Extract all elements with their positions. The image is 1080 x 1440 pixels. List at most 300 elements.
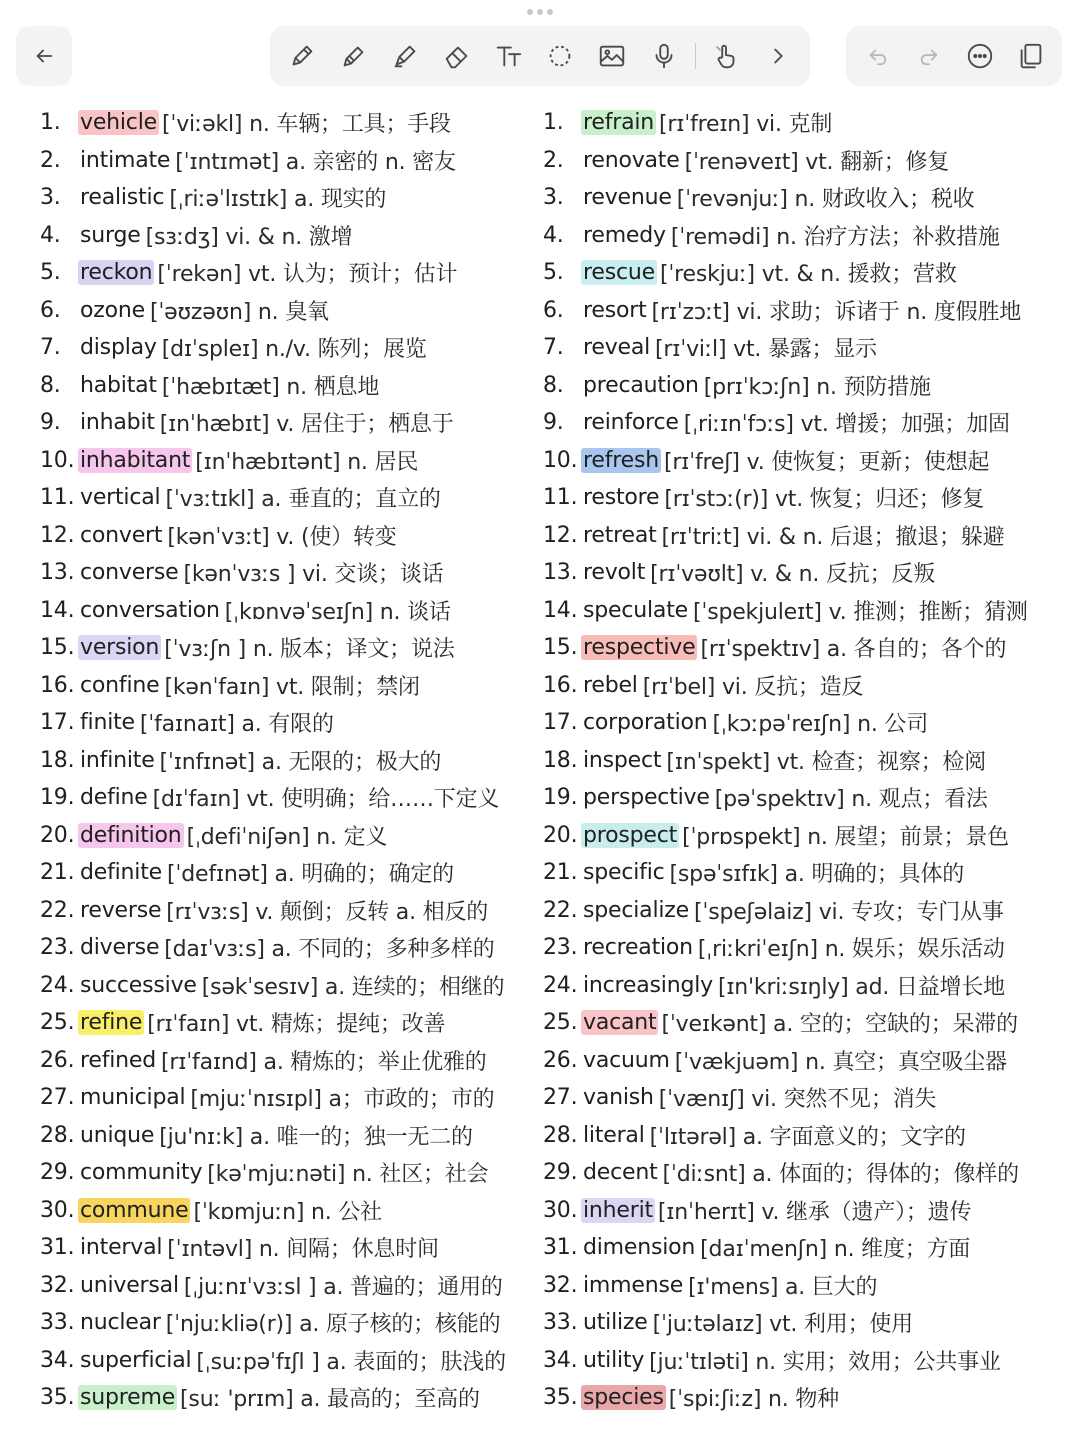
image-icon <box>597 41 627 71</box>
audio-record-button[interactable] <box>643 35 685 77</box>
vocab-entry <box>543 1229 1063 1267</box>
highlighter-tool-button[interactable] <box>384 35 426 77</box>
vocab-word: vanish <box>583 1085 654 1111</box>
vocab-entry <box>543 592 1063 630</box>
vocab-entry <box>40 442 530 480</box>
editor-toolbar <box>0 26 1080 90</box>
entry-number: 15. <box>543 635 578 661</box>
entry-definition: [kənˈvɜːt] v. (使）转变 <box>167 524 397 550</box>
vocab-entry <box>543 1342 1063 1380</box>
vocab-word: vehicle <box>80 110 157 136</box>
entry-definition: [rɪˈtriːt] vi. & n. 后退；撤退；躲避 <box>661 524 1005 550</box>
vocab-word: inhabitant <box>80 447 191 473</box>
vocab-word: version <box>80 635 160 661</box>
entry-definition: [ˈɪnfɪnət] a. 无限的；极大的 <box>159 749 442 775</box>
vocab-entry <box>40 854 530 892</box>
entry-number: 22. <box>543 897 578 923</box>
entry-number: 7. <box>40 335 61 361</box>
entry-number: 1. <box>40 110 61 136</box>
entry-number: 27. <box>543 1085 578 1111</box>
vocab-word: definition <box>80 822 182 848</box>
entry-definition: [ɪnˈherɪt] v. 继承（遗产）；遗传 <box>657 1199 972 1225</box>
drag-handle[interactable] <box>526 9 554 17</box>
entry-definition: [ˈprɒspekt] n. 展望；前景；景色 <box>682 824 1009 850</box>
entry-definition: [suː 'prɪm] a. 最高的；至高的 <box>180 1387 480 1413</box>
vocab-list-left <box>40 104 530 1417</box>
entry-definition: [rɪˈspektɪv] a. 各自的；各个的 <box>700 637 1007 663</box>
vocab-entry <box>40 779 530 817</box>
vocab-word: remedy <box>583 222 666 248</box>
redo-button[interactable] <box>908 35 950 77</box>
entry-number: 8. <box>543 372 564 398</box>
vocab-entry <box>40 1342 530 1380</box>
vocab-word: recreation <box>583 935 693 961</box>
vocab-entry <box>40 479 530 517</box>
vocab-entry <box>543 254 1063 292</box>
entry-definition: [prɪˈkɔːʃn] n. 预防措施 <box>703 374 931 400</box>
vocab-word: species <box>583 1385 664 1411</box>
vocab-entry <box>40 967 530 1005</box>
vocab-entry <box>40 554 530 592</box>
entry-definition: [ˈfaɪnaɪt] a. 有限的 <box>139 712 334 738</box>
vocab-entry <box>40 1154 530 1192</box>
entry-number: 19. <box>40 785 75 811</box>
entry-definition: [rɪˈvəʊlt] v. & n. 反抗；反叛 <box>650 562 936 588</box>
vocab-word: interval <box>80 1235 163 1261</box>
entry-number: 16. <box>543 672 578 698</box>
vocab-entry <box>40 892 530 930</box>
entry-definition: [ˈnjuːkliə(r)] a. 原子核的；核能的 <box>165 1312 501 1338</box>
vocab-word: successive <box>80 972 197 998</box>
toolbar-divider <box>695 43 696 69</box>
entry-number: 21. <box>543 860 578 886</box>
pen-icon <box>287 41 317 71</box>
entry-definition: [ˌsuːpəˈfɪʃl ] a. 表面的；肤浅的 <box>196 1349 506 1375</box>
image-tool-button[interactable] <box>591 35 633 77</box>
vocab-entry <box>40 254 530 292</box>
entry-definition: [kəˈmjuːnəti] n. 社区；社会 <box>207 1162 489 1188</box>
vocab-word: renovate <box>583 147 680 173</box>
entry-definition: [ˈɪntəvl] n. 间隔；休息时间 <box>167 1237 439 1263</box>
entry-definition: [ɪn'kriːsɪŋly] ad. 日益增长地 <box>717 974 1005 1000</box>
vocab-entry <box>543 554 1063 592</box>
entry-number: 26. <box>543 1047 578 1073</box>
entry-number: 32. <box>543 1272 578 1298</box>
entry-definition: [daɪˈvɜːs] a. 不同的；多种多样的 <box>164 937 495 963</box>
entry-number: 31. <box>40 1235 75 1261</box>
vocab-entry <box>40 1004 530 1042</box>
vocab-entry <box>40 404 530 442</box>
vocab-word: municipal <box>80 1085 186 1111</box>
vocab-list-right <box>543 104 1063 1417</box>
vocab-entry <box>543 929 1063 967</box>
vocab-word: refresh <box>583 447 659 473</box>
entry-definition: [ˈəʊzəʊn] n. 臭氧 <box>149 299 329 325</box>
vocab-word: respective <box>583 635 696 661</box>
tools-pill <box>270 26 810 86</box>
entry-definition: [rɪˈstɔː(r)] vt. 恢复；归还；修复 <box>664 487 985 513</box>
entry-number: 35. <box>40 1385 75 1411</box>
microphone-icon <box>649 41 679 71</box>
entry-definition: [ˈrekən] vt. 认为；预计；估计 <box>157 262 458 288</box>
entry-definition: [rɪˈfreɪn] vi. 克制 <box>659 112 833 138</box>
vocab-word: dimension <box>583 1235 696 1261</box>
handle-dot <box>527 9 533 15</box>
vocab-word: refined <box>80 1047 156 1073</box>
entry-definition: [rɪˈfaɪnd] a. 精炼的；举止优雅的 <box>161 1049 487 1075</box>
handle-dot <box>537 9 543 15</box>
entry-number: 34. <box>40 1347 75 1373</box>
vocab-entry <box>543 1304 1063 1342</box>
entry-number: 3. <box>40 185 61 211</box>
vocab-entry <box>543 892 1063 930</box>
vocab-word: rescue <box>583 260 655 286</box>
vocab-word: confine <box>80 672 160 698</box>
entry-number: 18. <box>40 747 75 773</box>
text-icon <box>494 41 524 71</box>
vocab-entry <box>543 479 1063 517</box>
vocab-word: vertical <box>80 485 161 511</box>
vocab-entry <box>543 704 1063 742</box>
vocab-entry <box>543 292 1063 330</box>
entry-number: 14. <box>543 597 578 623</box>
vocab-entry <box>543 329 1063 367</box>
entry-number: 33. <box>40 1310 75 1336</box>
entry-definition: [ˌriːkriˈeɪʃn] n. 娱乐；娱乐活动 <box>697 937 1005 963</box>
entry-number: 11. <box>543 485 578 511</box>
entry-definition: [rɪˈviːl] vt. 暴露；显示 <box>655 337 877 363</box>
entry-definition: [juːˈtɪləti] n. 实用；效用；公共事业 <box>649 1349 1001 1375</box>
vocab-entry <box>40 104 530 142</box>
more-options-button[interactable] <box>959 35 1001 77</box>
entry-definition: [ˈspiːʃiːz] n. 物种 <box>668 1387 839 1413</box>
vocab-word: infinite <box>80 747 155 773</box>
vocab-entry <box>40 592 530 630</box>
vocab-entry <box>40 1117 530 1155</box>
entry-number: 8. <box>40 372 61 398</box>
touch-hand-icon <box>711 41 741 71</box>
vocab-entry <box>40 179 530 217</box>
vocab-entry <box>40 1304 530 1342</box>
entry-number: 32. <box>40 1272 75 1298</box>
entry-definition: [ˈkɒmjuːn] n. 公社 <box>193 1199 382 1225</box>
vocab-entry <box>543 1379 1063 1417</box>
vocab-entry <box>543 1192 1063 1230</box>
entry-definition: [ˌkɒnvəˈseɪʃn] n. 谈话 <box>224 599 451 625</box>
entry-number: 13. <box>543 560 578 586</box>
vocab-entry <box>40 704 530 742</box>
entry-number: 35. <box>543 1385 578 1411</box>
entry-number: 17. <box>40 710 75 736</box>
entry-number: 29. <box>40 1160 75 1186</box>
entry-definition: [ˈreskjuː] vt. & n. 援救；营救 <box>659 262 957 288</box>
vocab-word: revolt <box>583 560 646 586</box>
vocab-entry <box>543 854 1063 892</box>
vocab-entry <box>40 742 530 780</box>
vocab-word: habitat <box>80 372 157 398</box>
entry-definition: [spəˈsɪfɪk] a. 明确的；具体的 <box>669 862 965 888</box>
actions-pill <box>846 26 1062 86</box>
entry-definition: [ˈviːəkl] n. 车辆；工具；手段 <box>161 112 451 138</box>
vocab-word: commune <box>80 1197 189 1223</box>
entry-number: 14. <box>40 597 75 623</box>
vocab-entry <box>543 967 1063 1005</box>
entry-definition: [ju'nɪ:k] a. 唯一的；独一无二的 <box>159 1124 473 1150</box>
entry-definition: [rɪˈbel] vi. 反抗；造反 <box>642 674 864 700</box>
entry-number: 12. <box>543 522 578 548</box>
entry-definition: [ˌdefiˈniʃən] n. 定义 <box>186 824 388 850</box>
vocab-word: vacant <box>583 1010 657 1036</box>
entry-number: 30. <box>543 1197 578 1223</box>
vocab-word: refrain <box>583 110 655 136</box>
entry-number: 19. <box>543 785 578 811</box>
vocab-entry <box>40 292 530 330</box>
entry-definition: [dɪˈspleɪ] n./v. 陈列；展览 <box>161 337 427 363</box>
entry-number: 9. <box>543 410 564 436</box>
vocab-word: unique <box>80 1122 155 1148</box>
entry-number: 22. <box>40 897 75 923</box>
entry-definition: [ɪ'mens] a. 巨大的 <box>688 1274 878 1300</box>
vocab-word: nuclear <box>80 1310 161 1336</box>
vocab-entry <box>543 779 1063 817</box>
vocab-word: speculate <box>583 597 688 623</box>
vocab-entry <box>40 667 530 705</box>
entry-definition: [ˈdiːsnt] a. 体面的；得体的；像样的 <box>662 1162 1019 1188</box>
entry-definition: [ˈvækjuəm] n. 真空；真空吸尘器 <box>674 1049 1007 1075</box>
redo-icon <box>918 45 940 67</box>
vocab-word: vacuum <box>583 1047 670 1073</box>
vocab-word: rebel <box>583 672 638 698</box>
vocab-word: revenue <box>583 185 672 211</box>
entry-definition: [kənˈfaɪn] vt. 限制；禁闭 <box>164 674 420 700</box>
entry-number: 6. <box>40 297 61 323</box>
vocab-entry <box>40 1079 530 1117</box>
vocab-word: immense <box>583 1272 684 1298</box>
entry-number: 29. <box>543 1160 578 1186</box>
entry-number: 31. <box>543 1235 578 1261</box>
entry-number: 15. <box>40 635 75 661</box>
entry-number: 20. <box>40 822 75 848</box>
entry-definition: [mjuːˈnɪsɪpl] a；市政的；市的 <box>190 1087 495 1113</box>
more-tools-button[interactable] <box>757 35 799 77</box>
vocab-entry <box>40 629 530 667</box>
entry-definition: [rɪˈfaɪn] vt. 精炼；提纯；改善 <box>147 1012 446 1038</box>
entry-number: 20. <box>543 822 578 848</box>
vocab-word: define <box>80 785 148 811</box>
entry-number: 5. <box>40 260 61 286</box>
entry-number: 27. <box>40 1085 75 1111</box>
undo-icon <box>867 45 889 67</box>
vocab-entry <box>543 667 1063 705</box>
entry-number: 23. <box>40 935 75 961</box>
pen-tool-button[interactable] <box>281 35 323 77</box>
vocab-word: diverse <box>80 935 160 961</box>
entry-number: 4. <box>40 222 61 248</box>
vocab-word: inspect <box>583 747 662 773</box>
vocab-word: resort <box>583 297 647 323</box>
vocab-word: display <box>80 335 157 361</box>
vocab-word: intimate <box>80 147 171 173</box>
entry-number: 17. <box>543 710 578 736</box>
vocab-entry <box>543 367 1063 405</box>
lasso-icon <box>545 41 575 71</box>
entry-number: 4. <box>543 222 564 248</box>
vocab-word: community <box>80 1160 203 1186</box>
entry-definition: [ˈrenəveɪt] vt. 翻新；修复 <box>684 149 950 175</box>
entry-definition: [ˈdefɪnət] a. 明确的；确定的 <box>166 862 454 888</box>
vocab-entry <box>543 442 1063 480</box>
vocab-word: specialize <box>583 897 689 923</box>
entry-definition: [ɪnˈspekt] vt. 检查；视察；检阅 <box>666 749 987 775</box>
entry-number: 21. <box>40 860 75 886</box>
vocab-entry <box>40 817 530 855</box>
entry-number: 25. <box>543 1010 578 1036</box>
vocab-word: conversation <box>80 597 220 623</box>
vocab-entry <box>543 404 1063 442</box>
vocab-entry <box>40 217 530 255</box>
entry-definition: [ˈhæbɪtæt] n. 栖息地 <box>161 374 380 400</box>
vocab-word: finite <box>80 710 135 736</box>
vocab-entry <box>40 1267 530 1305</box>
vocab-word: reverse <box>80 897 162 923</box>
entry-definition: [pəˈspektɪv] n. 观点；看法 <box>714 787 988 813</box>
entry-number: 2. <box>40 147 61 173</box>
entry-number: 24. <box>543 972 578 998</box>
entry-definition: [ˈrevənjuː] n. 财政收入；税收 <box>676 187 975 213</box>
vocab-entry <box>543 1117 1063 1155</box>
vocab-word: prospect <box>583 822 678 848</box>
entry-number: 5. <box>543 260 564 286</box>
vocab-entry <box>40 1379 530 1417</box>
entry-number: 24. <box>40 972 75 998</box>
lasso-tool-button[interactable] <box>539 35 581 77</box>
eraser-tool-button[interactable] <box>436 35 478 77</box>
entry-definition: [ɪnˈhæbɪt] v. 居住于；栖息于 <box>159 412 454 438</box>
entry-definition: [ˈjuːtəlaɪz] vt. 利用；使用 <box>652 1312 913 1338</box>
entry-number: 28. <box>40 1122 75 1148</box>
entry-definition: [ˌkɔːpəˈreɪʃn] n. 公司 <box>712 712 929 738</box>
entry-number: 6. <box>543 297 564 323</box>
vocab-entry <box>543 1042 1063 1080</box>
touch-mode-button[interactable] <box>705 35 747 77</box>
vocab-word: reveal <box>583 335 651 361</box>
entry-number: 13. <box>40 560 75 586</box>
more-icon <box>965 41 995 71</box>
entry-definition: [rɪˈvɜːs] v. 颠倒；反转 a. 相反的 <box>166 899 489 925</box>
entry-number: 1. <box>543 110 564 136</box>
highlighter-icon <box>390 41 420 71</box>
entry-definition: [ˈremədi] n. 治疗方法；补救措施 <box>670 224 1000 250</box>
vocab-word: inherit <box>583 1197 653 1223</box>
entry-number: 7. <box>543 335 564 361</box>
vocab-word: precaution <box>583 372 699 398</box>
entry-number: 16. <box>40 672 75 698</box>
pages-button[interactable] <box>1010 35 1052 77</box>
entry-number: 9. <box>40 410 61 436</box>
entry-definition: [ˌjuːnɪˈvɜːsl ] a. 普遍的；通用的 <box>183 1274 503 1300</box>
vocab-entry <box>543 742 1063 780</box>
entry-definition: [ˌriːəˈlɪstɪk] a. 现实的 <box>169 187 387 213</box>
arrow-left-icon <box>33 45 55 67</box>
vocab-word: reckon <box>80 260 153 286</box>
vocab-word: retreat <box>583 522 657 548</box>
vocab-word: restore <box>583 485 660 511</box>
entry-number: 23. <box>543 935 578 961</box>
vocab-word: refine <box>80 1010 143 1036</box>
vocab-entry <box>543 142 1063 180</box>
vocab-entry <box>543 217 1063 255</box>
entry-definition: [ˌriːɪnˈfɔːs] vt. 增援；加强；加固 <box>683 412 1010 438</box>
vocab-word: utilize <box>583 1310 648 1336</box>
eraser-icon <box>442 41 472 71</box>
vocab-word: ozone <box>80 297 145 323</box>
vocab-entry <box>40 1042 530 1080</box>
entry-definition: [ɪnˈhæbɪtənt] n. 居民 <box>195 449 419 475</box>
vocab-entry <box>543 1004 1063 1042</box>
pages-icon <box>1016 41 1046 71</box>
entry-number: 10. <box>40 447 75 473</box>
pencil-tool-button[interactable] <box>333 35 375 77</box>
back-button[interactable] <box>23 35 65 77</box>
entry-definition: [daɪˈmenʃn] n. 维度；方面 <box>700 1237 971 1263</box>
entry-definition: [ˈlɪtərəl] a. 字面意义的；文字的 <box>649 1124 966 1150</box>
vocab-entry <box>543 629 1063 667</box>
vocab-word: reinforce <box>583 410 679 436</box>
entry-definition: [ˈspekjuleɪt] v. 推测；推断；猜测 <box>692 599 1028 625</box>
vocab-word: definite <box>80 860 162 886</box>
entry-definition: [kənˈvɜːs ] vi. 交谈；谈话 <box>183 562 444 588</box>
vocab-entry <box>543 1154 1063 1192</box>
entry-number: 28. <box>543 1122 578 1148</box>
entry-definition: [dɪˈfaɪn] vt. 使明确；给……下定义 <box>152 787 500 813</box>
entry-number: 10. <box>543 447 578 473</box>
vocab-entry <box>543 1267 1063 1305</box>
vocab-word: convert <box>80 522 163 548</box>
entry-definition: [ˈveɪkənt] a. 空的；空缺的；呆滞的 <box>661 1012 1018 1038</box>
entry-number: 33. <box>543 1310 578 1336</box>
vocab-entry <box>543 1079 1063 1117</box>
text-tool-button[interactable] <box>488 35 530 77</box>
vocab-entry <box>40 1192 530 1230</box>
entry-number: 30. <box>40 1197 75 1223</box>
entry-number: 2. <box>543 147 564 173</box>
entry-definition: [rɪˈzɔːt] vi. 求助；诉诸于 n. 度假胜地 <box>651 299 1022 325</box>
entry-definition: [ˈspeʃəlaiz] vi. 专攻；专门从事 <box>693 899 1004 925</box>
vocab-entry <box>40 929 530 967</box>
vocab-entry <box>543 179 1063 217</box>
entry-number: 34. <box>543 1347 578 1373</box>
vocab-word: surge <box>80 222 141 248</box>
vocab-word: literal <box>583 1122 645 1148</box>
entry-number: 11. <box>40 485 75 511</box>
entry-definition: [ˈɪntɪmət] a. 亲密的 n. 密友 <box>175 149 456 175</box>
vocab-entry <box>40 367 530 405</box>
vocab-word: superficial <box>80 1347 192 1373</box>
vocab-entry <box>40 329 530 367</box>
undo-button[interactable] <box>857 35 899 77</box>
pencil-icon <box>339 41 369 71</box>
handle-dot <box>547 9 553 15</box>
entry-definition: [ˈvɜːtɪkl] a. 垂直的；直立的 <box>165 487 441 513</box>
vocab-entry <box>40 1229 530 1267</box>
entry-definition: [ˈvɜːʃn ] n. 版本；译文；说法 <box>164 637 455 663</box>
entry-number: 26. <box>40 1047 75 1073</box>
entry-number: 12. <box>40 522 75 548</box>
entry-definition: [ˈvænɪʃ] vi. 突然不见；消失 <box>658 1087 937 1113</box>
vocab-entry <box>40 142 530 180</box>
vocab-word: utility <box>583 1347 645 1373</box>
back-pill <box>16 26 72 86</box>
